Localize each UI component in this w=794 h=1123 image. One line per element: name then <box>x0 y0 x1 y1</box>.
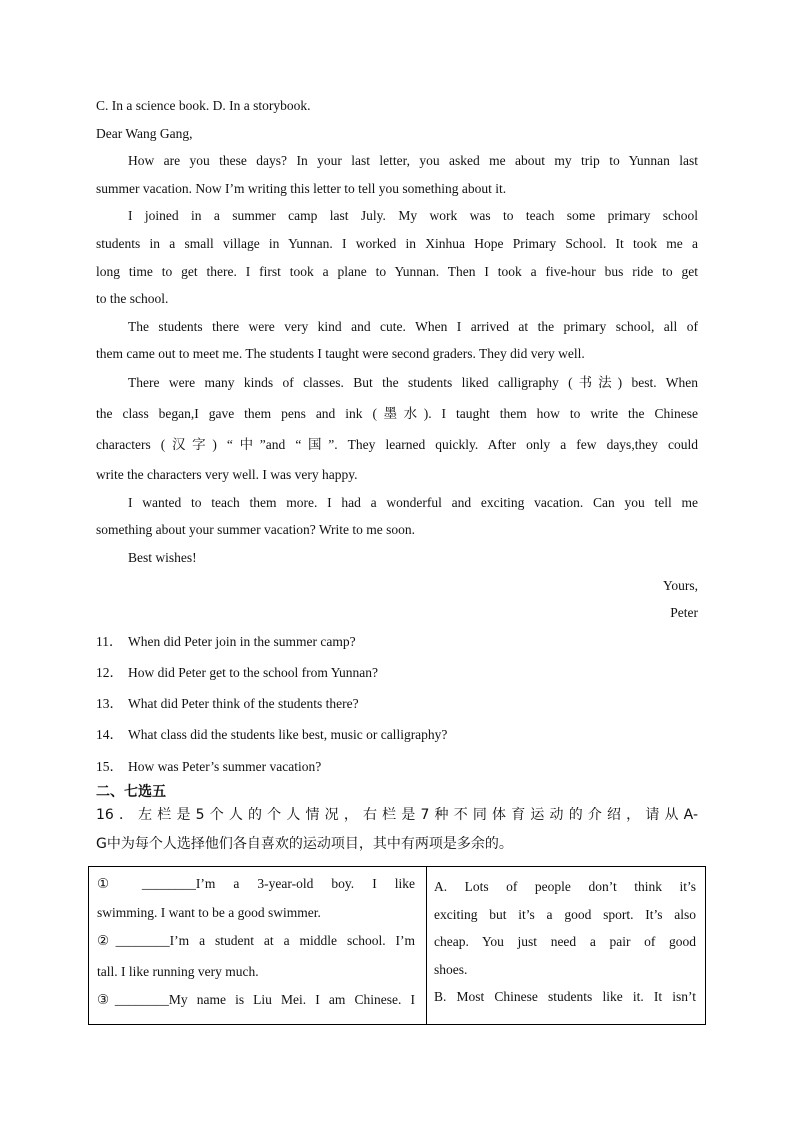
letter-p2-line1: I joined in a summer camp last July. My work was to teach some primary school <box>128 208 698 223</box>
letter-p4-line2: the class began,I gave them pens and ink (墨水). I taught them how to write the Chinese <box>96 406 698 421</box>
question-11 <box>96 633 698 651</box>
question-text: When did Peter join in the summer camp? <box>128 634 356 649</box>
question-15 <box>96 758 698 776</box>
letter-p2-line2: students in a small village in Yunnan. I worked in Xinhua Hope Primary School. It took me a <box>96 236 698 251</box>
letter-p2-line3: long time to get there. I first took a plane to Yunnan. Then I took a five-hour bus ride to get <box>96 264 698 279</box>
letter-p1-line1: How are you these days? In your last letter, you asked me about my trip to Yunnan last <box>128 153 698 168</box>
question-number: 12． <box>96 665 123 680</box>
section-heading: 二、七选五 <box>96 784 166 800</box>
letter-p1-line2: summer vacation. Now I’m writing this letter to tell you something about it. <box>96 181 507 196</box>
matching-table <box>88 866 706 1025</box>
question-14 <box>96 726 698 744</box>
letter-p3-line1: The students there were very kind and cute. When I arrived at the primary school, all of <box>128 319 698 334</box>
question-text: What class did the students like best, music or calligraphy? <box>128 727 448 742</box>
letter-p4-line3: characters (汉字) “中”and “国”. They learned quickly. After only a few days,they could <box>96 437 698 452</box>
question-number: 11． <box>96 634 123 649</box>
question-13 <box>96 695 698 713</box>
right-cell-line: B. Most Chinese students like it. It isn’t <box>434 989 696 1004</box>
question-12 <box>96 664 698 682</box>
instruction-line2: G中为每个人选择他们各自喜欢的运动项目，其中有两项是多余的。 <box>96 836 513 852</box>
right-cell-line: cheap. You just need a pair of good <box>434 934 696 949</box>
question-text: What did Peter think of the students there? <box>128 696 359 711</box>
option-line-cd: C. In a science book. D. In a storybook. <box>96 98 311 113</box>
left-cell-line: ① ________I’m a 3-year-old boy. I like <box>97 876 415 891</box>
question-number: 13． <box>96 696 123 711</box>
letter-p4-line4: write the characters very well. I was very happy. <box>96 467 358 482</box>
letter-greeting: Dear Wang Gang, <box>96 126 193 141</box>
left-cell-line: ③________My name is Liu Mei. I am Chinese. I <box>97 992 415 1007</box>
letter-p3-line2: them came out to meet me. The students I taught were second graders. They did very well. <box>96 346 585 361</box>
right-cell-line: A. Lots of people don’t think it’s <box>434 879 696 894</box>
right-cell-line: shoes. <box>434 962 468 977</box>
instruction-line1: 16．左栏是5个人的个人情况，右栏是7种不同体育运动的介绍，请从A- <box>96 807 698 823</box>
letter-p5-line2: something about your summer vacation? Write to me soon. <box>96 522 416 537</box>
letter-signature: Peter <box>670 605 698 620</box>
letter-signoff: Yours, <box>662 578 698 593</box>
question-number: 14． <box>96 727 123 742</box>
letter-closing: Best wishes! <box>128 550 197 565</box>
left-cell-line: tall. I like running very much. <box>97 964 259 979</box>
letter-p2-line4: to the school. <box>96 291 169 306</box>
left-cell-line: ②________I’m a student at a middle school. I’m <box>97 933 415 948</box>
left-cell-line: swimming. I want to be a good swimmer. <box>97 905 321 920</box>
letter-p5-line1: I wanted to teach them more. I had a wonderful and exciting vacation. Can you tell me <box>128 495 698 510</box>
right-cell-line: exciting but it’s a good sport. It’s also <box>434 907 696 922</box>
table-column-divider <box>426 867 427 1024</box>
question-number: 15． <box>96 759 123 774</box>
letter-p4-line1: There were many kinds of classes. But the students liked calligraphy (书法) best. When <box>128 375 698 390</box>
question-text: How did Peter get to the school from Yunnan? <box>128 665 378 680</box>
question-text: How was Peter’s summer vacation? <box>128 759 322 774</box>
